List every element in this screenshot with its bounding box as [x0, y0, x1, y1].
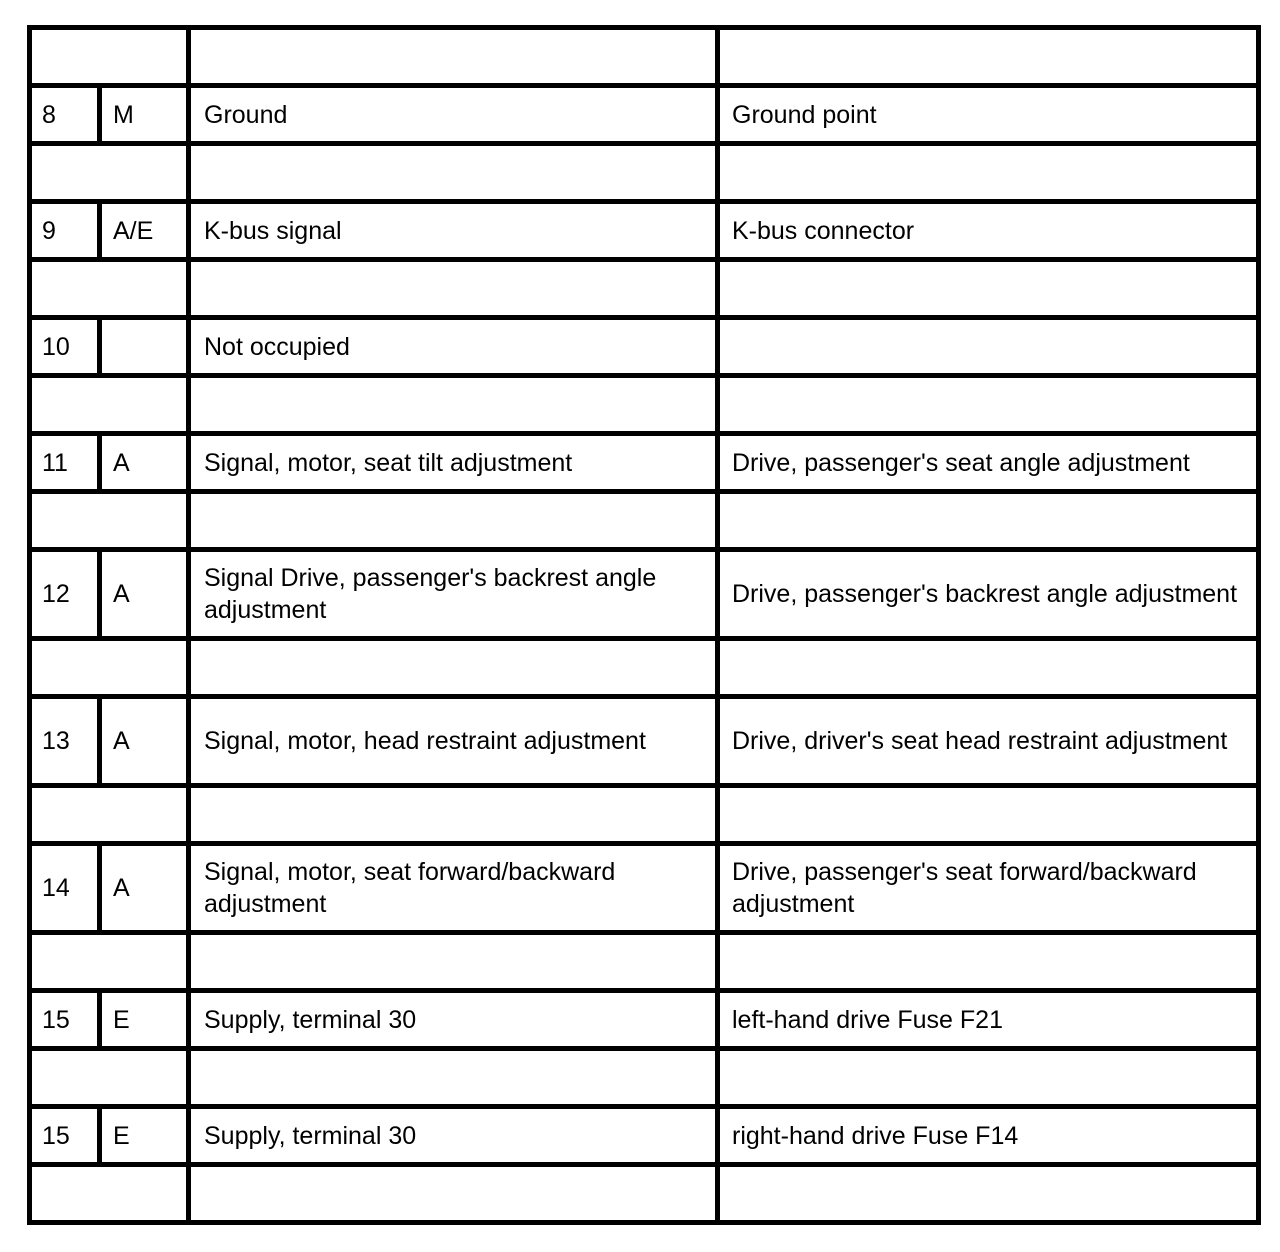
- spacer-row: [30, 376, 1259, 434]
- connection-cell: left-hand drive Fuse F21: [718, 991, 1259, 1049]
- spacer-cell: [189, 28, 718, 86]
- spacer-cell: [718, 144, 1259, 202]
- pin-number-cell: 15: [30, 991, 100, 1049]
- connection-cell: Drive, driver's seat head restraint adjustment: [718, 697, 1259, 786]
- pin-number-cell: 14: [30, 844, 100, 933]
- spacer-row: [30, 639, 1259, 697]
- spacer-cell: [718, 933, 1259, 991]
- spacer-cell: [718, 28, 1259, 86]
- spacer-cell: [718, 639, 1259, 697]
- connection-cell: Drive, passenger's backrest angle adjustment: [718, 550, 1259, 639]
- pin-number-cell: 9: [30, 202, 100, 260]
- description-cell: Not occupied: [189, 318, 718, 376]
- table-row: [30, 86, 1259, 144]
- spacer-cell: [718, 376, 1259, 434]
- spacer-row: [30, 28, 1259, 86]
- spacer-cell: [189, 933, 718, 991]
- spacer-cell: [30, 1049, 189, 1107]
- spacer-cell: [30, 28, 189, 86]
- spacer-cell: [718, 260, 1259, 318]
- table-row: [30, 1107, 1259, 1165]
- description-cell: Signal, motor, head restraint adjustment: [189, 697, 718, 786]
- pin-number-cell: 10: [30, 318, 100, 376]
- table-row: [30, 202, 1259, 260]
- spacer-row: [30, 786, 1259, 844]
- pin-number-cell: 13: [30, 697, 100, 786]
- spacer-cell: [189, 1049, 718, 1107]
- table-row: [30, 844, 1259, 933]
- table-row: [30, 434, 1259, 492]
- spacer-row: [30, 1165, 1259, 1223]
- spacer-cell: [30, 786, 189, 844]
- spacer-cell: [30, 260, 189, 318]
- spacer-cell: [30, 1165, 189, 1223]
- spacer-cell: [30, 144, 189, 202]
- spacer-cell: [718, 786, 1259, 844]
- connection-cell: right-hand drive Fuse F14: [718, 1107, 1259, 1165]
- spacer-cell: [30, 492, 189, 550]
- signal-type-cell: [100, 318, 189, 376]
- spacer-cell: [718, 1165, 1259, 1223]
- spacer-cell: [189, 492, 718, 550]
- description-cell: Signal, motor, seat forward/backward adjustment: [189, 844, 718, 933]
- description-cell: Supply, terminal 30: [189, 991, 718, 1049]
- table-row: [30, 318, 1259, 376]
- table-row: [30, 550, 1259, 639]
- pin-number-cell: 15: [30, 1107, 100, 1165]
- spacer-row: [30, 492, 1259, 550]
- spacer-cell: [189, 1165, 718, 1223]
- signal-type-cell: M: [100, 86, 189, 144]
- signal-type-cell: A: [100, 844, 189, 933]
- description-cell: Signal Drive, passenger's backrest angle adjustment: [189, 550, 718, 639]
- pin-number-cell: 12: [30, 550, 100, 639]
- signal-type-cell: A/E: [100, 202, 189, 260]
- connection-cell: K-bus connector: [718, 202, 1259, 260]
- spacer-row: [30, 933, 1259, 991]
- spacer-cell: [718, 492, 1259, 550]
- description-cell: K-bus signal: [189, 202, 718, 260]
- spacer-cell: [30, 639, 189, 697]
- spacer-cell: [30, 376, 189, 434]
- pin-assignment-table: [27, 25, 1261, 1225]
- connection-cell: Drive, passenger's seat forward/backward adjustment: [718, 844, 1259, 933]
- connection-cell: Drive, passenger's seat angle adjustment: [718, 434, 1259, 492]
- signal-type-cell: E: [100, 1107, 189, 1165]
- pin-number-cell: 8: [30, 86, 100, 144]
- spacer-row: [30, 260, 1259, 318]
- pin-number-cell: 11: [30, 434, 100, 492]
- spacer-row: [30, 1049, 1259, 1107]
- description-cell: Supply, terminal 30: [189, 1107, 718, 1165]
- spacer-cell: [189, 376, 718, 434]
- spacer-cell: [718, 1049, 1259, 1107]
- description-cell: Signal, motor, seat tilt adjustment: [189, 434, 718, 492]
- spacer-cell: [189, 260, 718, 318]
- spacer-cell: [189, 786, 718, 844]
- spacer-cell: [189, 639, 718, 697]
- description-cell: Ground: [189, 86, 718, 144]
- spacer-row: [30, 144, 1259, 202]
- spacer-cell: [189, 144, 718, 202]
- signal-type-cell: A: [100, 434, 189, 492]
- signal-type-cell: A: [100, 697, 189, 786]
- signal-type-cell: A: [100, 550, 189, 639]
- connection-cell: [718, 318, 1259, 376]
- connection-cell: Ground point: [718, 86, 1259, 144]
- signal-type-cell: E: [100, 991, 189, 1049]
- table-row: [30, 991, 1259, 1049]
- spacer-cell: [30, 933, 189, 991]
- table-row: [30, 697, 1259, 786]
